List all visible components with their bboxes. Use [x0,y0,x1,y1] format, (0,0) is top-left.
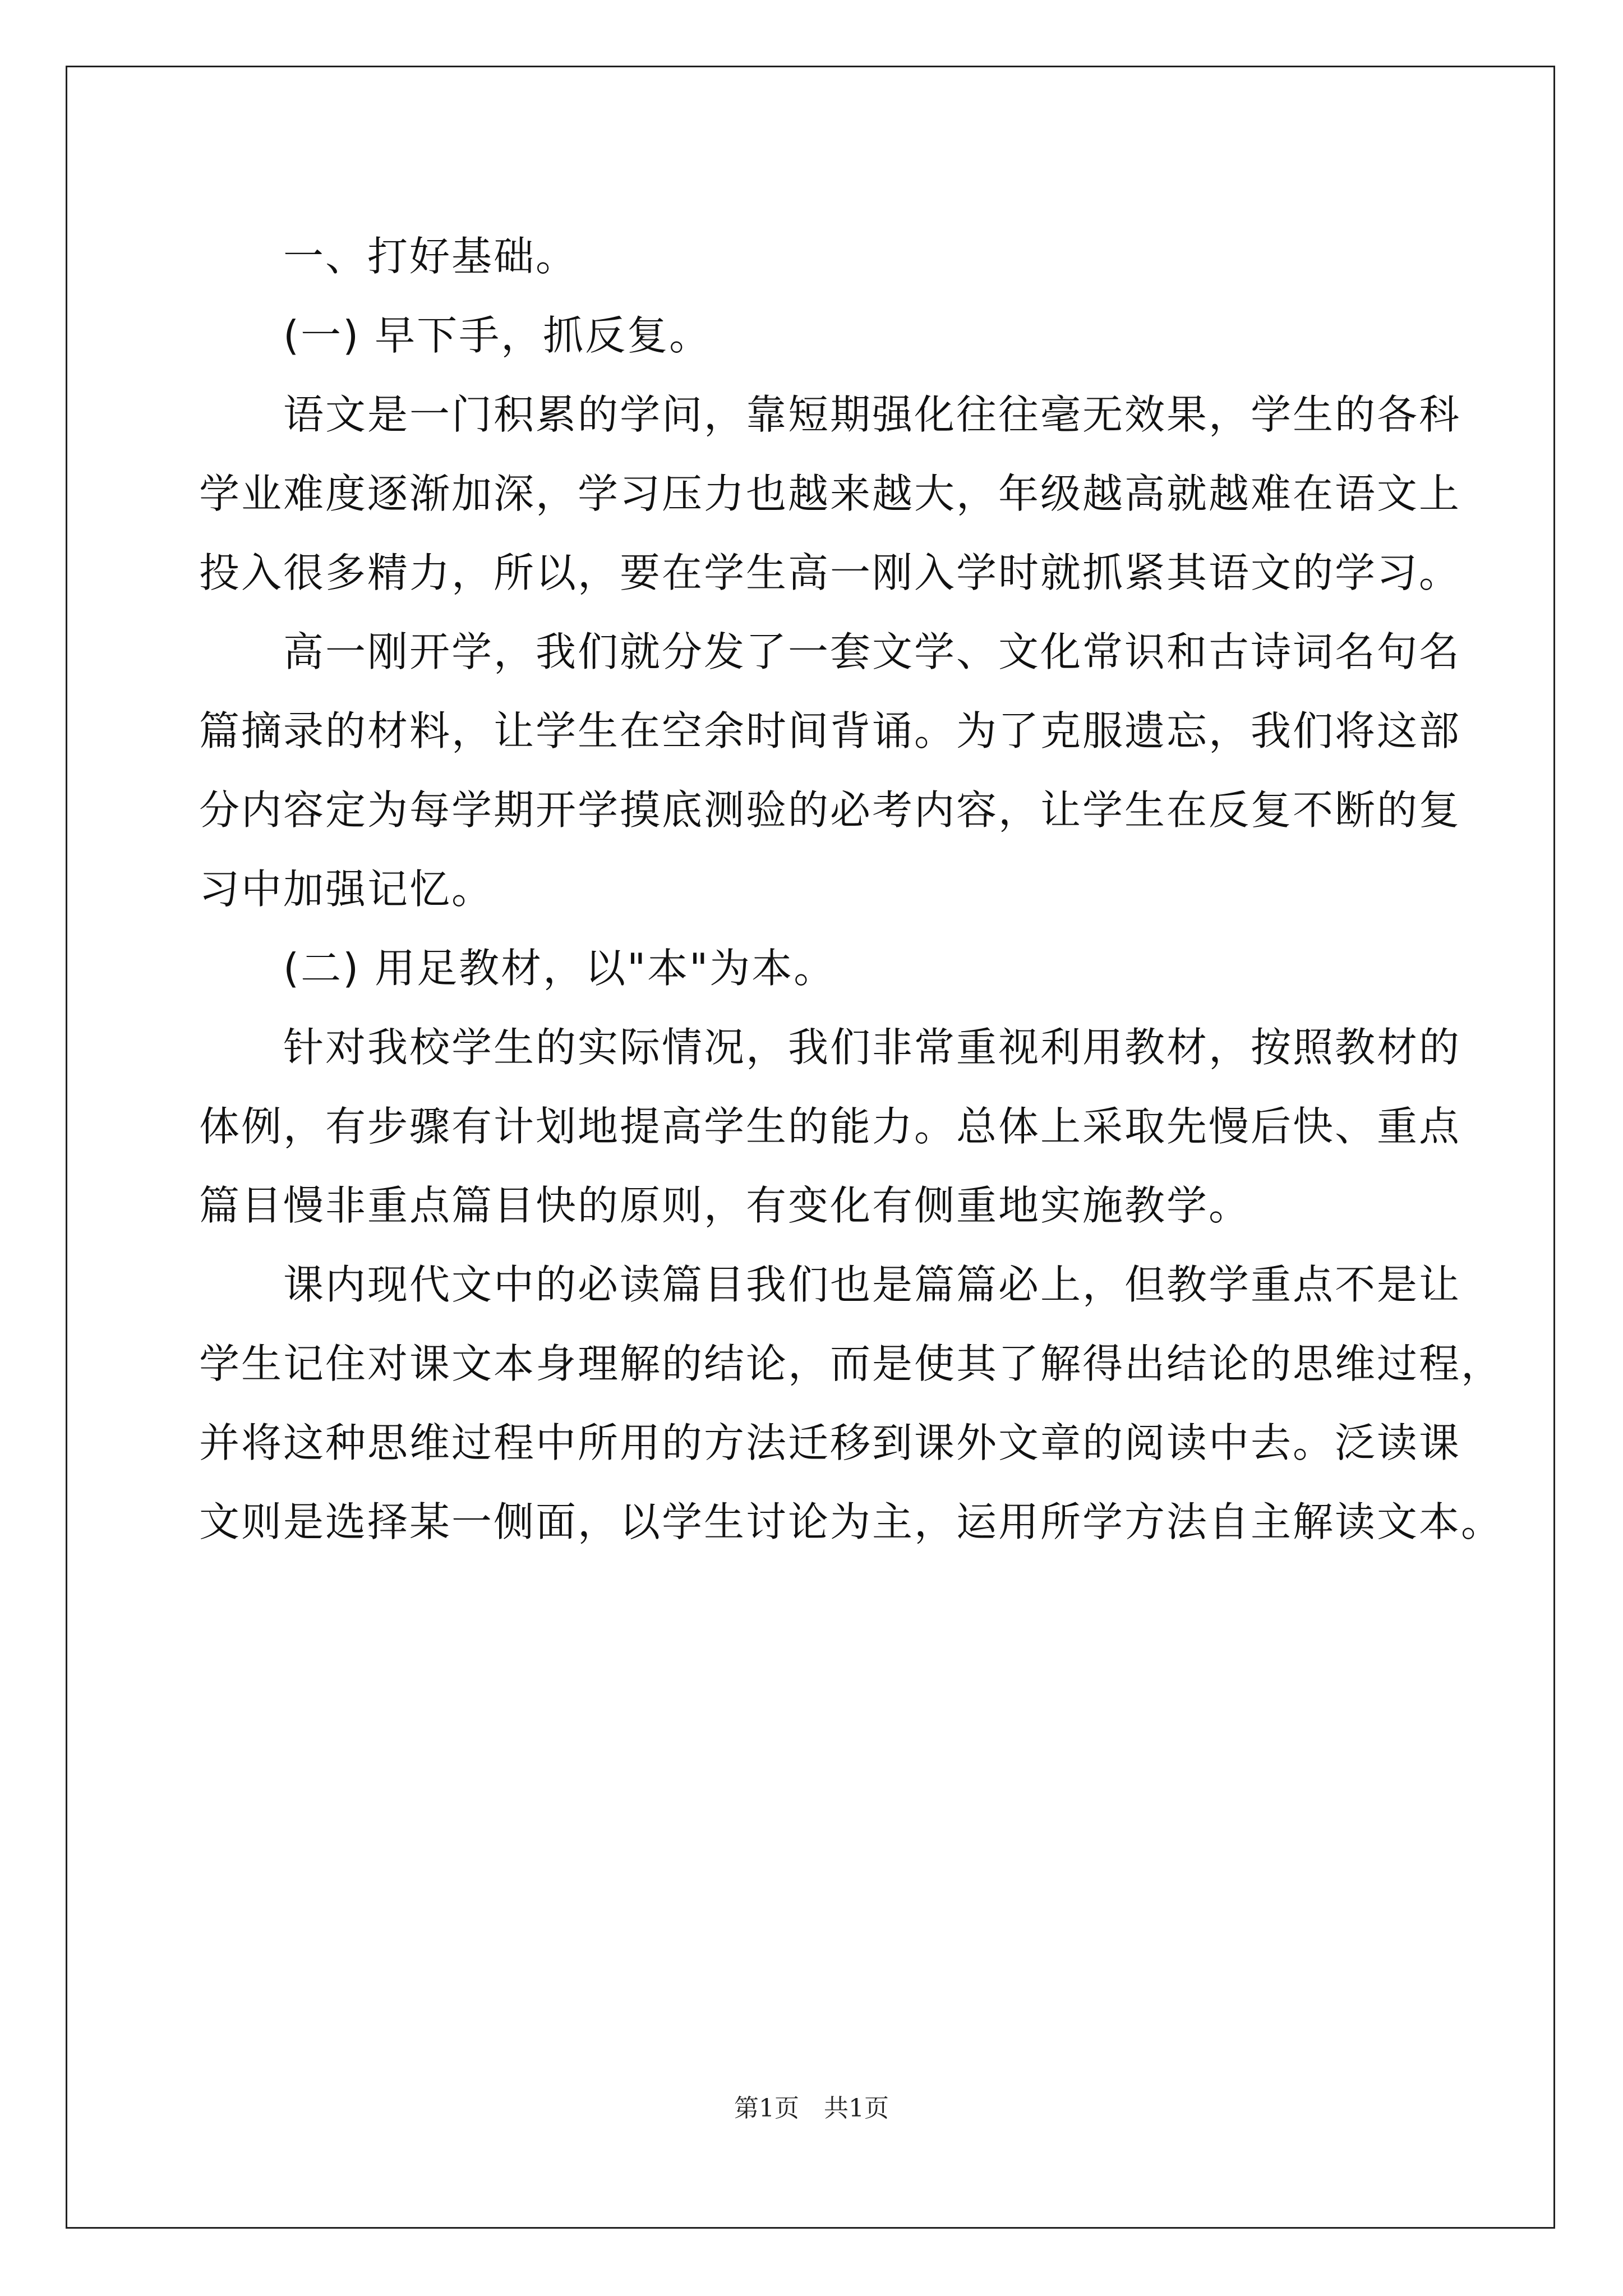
document-body [199,217,1504,1562]
paragraph-line: 习中加强记忆。 [199,866,494,913]
paragraph-line: 针对我校学生的实际情况，我们非常重视利用教材，按照教材的 [283,1024,1461,1071]
paragraph-line: 体例，有步骤有计划地提高学生的能力。总体上采取先慢后快、重点 [199,1103,1461,1150]
paragraph-line: 语文是一门积累的学问，靠短期强化往往毫无效果，学生的各科 [283,391,1461,438]
subheading-line: (一) 早下手，抓反复。 [283,312,712,359]
paragraph-line: 并将这种思维过程中所用的方法迁移到课外文章的阅读中去。泛读课 [199,1419,1461,1466]
heading-line: 一、打好基础。 [283,233,578,280]
paragraph-line: 学生记住对课文本身理解的结论，而是使其了解得出结论的思维过程， [199,1340,1504,1387]
paragraph-line: 学业难度逐渐加深，学习压力也越来越大，年级越高就越难在语文上 [199,470,1461,517]
paragraph-line: 篇摘录的材料，让学生在空余时间背诵。为了克服遗忘，我们将这部 [199,707,1461,754]
paragraph-line: 高一刚开学，我们就分发了一套文学、文化常识和古诗词名句名 [283,628,1461,675]
subheading-line: (二) 用足教材，以"本"为本。 [283,945,836,992]
page-footer: 第1页 共1页 [734,2094,889,2123]
paragraph-line: 篇目慢非重点篇目快的原则，有变化有侧重地实施教学。 [199,1182,1251,1229]
paragraph-line: 文则是选择某一侧面，以学生讨论为主，运用所学方法自主解读文本。 [199,1498,1504,1545]
paragraph-line: 分内容定为每学期开学摸底测验的必考内容，让学生在反复不断的复 [199,786,1461,834]
paragraph-line: 投入很多精力，所以，要在学生高一刚入学时就抓紧其语文的学习。 [199,549,1461,596]
paragraph-line: 课内现代文中的必读篇目我们也是篇篇必上，但教学重点不是让 [283,1261,1461,1308]
